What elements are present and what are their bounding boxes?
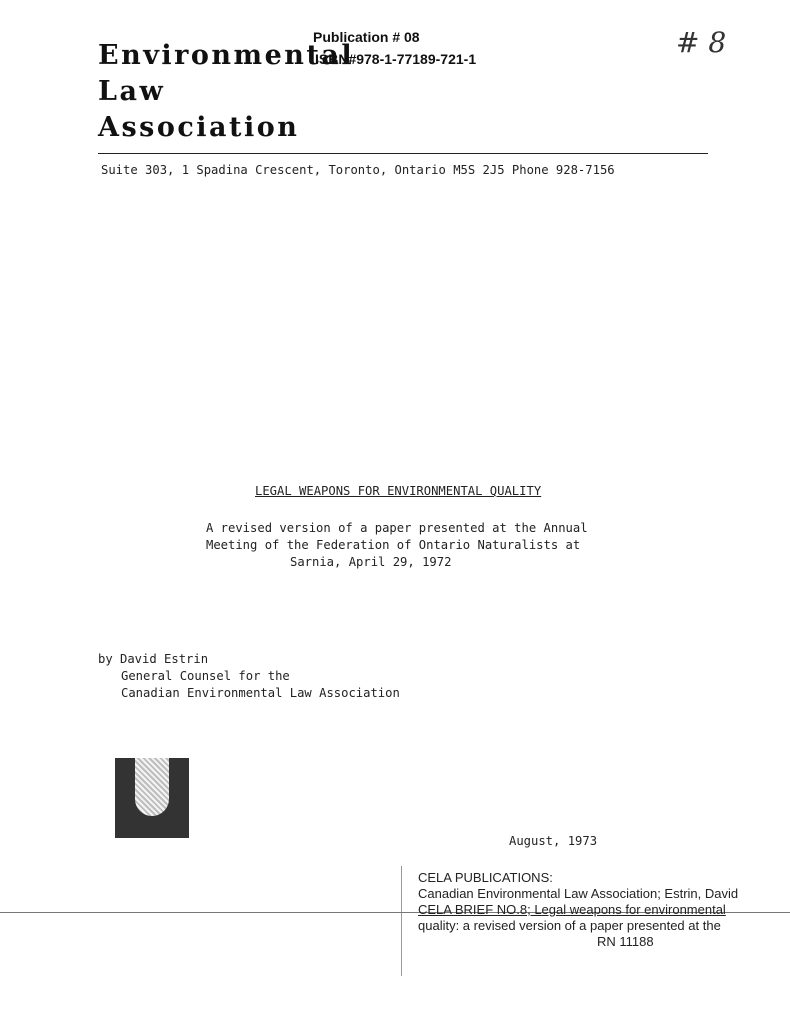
org-name-line-3: Association — [98, 112, 300, 143]
catalog-line-3: quality: a revised version of a paper presented at the — [418, 918, 721, 933]
catalog-record-number: RN 11188 — [597, 934, 654, 949]
logo-emblem — [135, 758, 169, 816]
publication-number: Publication # 08 — [313, 29, 420, 45]
org-name-line-2: Law — [98, 76, 166, 107]
subtitle-line-1: A revised version of a paper presented at the Annual — [206, 521, 588, 535]
subtitle-line-3: Sarnia, April 29, 1972 — [290, 555, 452, 569]
publication-date: August, 1973 — [509, 834, 598, 848]
author-line-3: Canadian Environmental Law Association — [121, 686, 400, 700]
catalog-line-1: Canadian Environmental Law Association; Estrin, David — [418, 886, 739, 901]
author-line-1: by David Estrin — [98, 652, 209, 666]
label-left-edge — [401, 866, 402, 976]
handwritten-note: # 8 — [676, 26, 727, 59]
subtitle-line-2: Meeting of the Federation of Ontario Naturalists at — [206, 538, 581, 552]
catalog-heading: CELA PUBLICATIONS: — [418, 870, 553, 885]
isbn: ISBN#978-1-77189-721-1 — [315, 51, 477, 67]
address-line: Suite 303, 1 Spadina Crescent, Toronto, Ontario M5S 2J5 Phone 928-7156 — [101, 163, 615, 177]
catalog-line-2: CELA BRIEF NO.8; Legal weapons for environmental — [418, 902, 726, 917]
header-divider — [98, 153, 708, 154]
author-line-2: General Counsel for the — [121, 669, 290, 683]
org-name-line-1: Environmental — [98, 40, 355, 71]
document-title: LEGAL WEAPONS FOR ENVIRONMENTAL QUALITY — [255, 484, 542, 498]
cela-logo — [115, 758, 189, 838]
